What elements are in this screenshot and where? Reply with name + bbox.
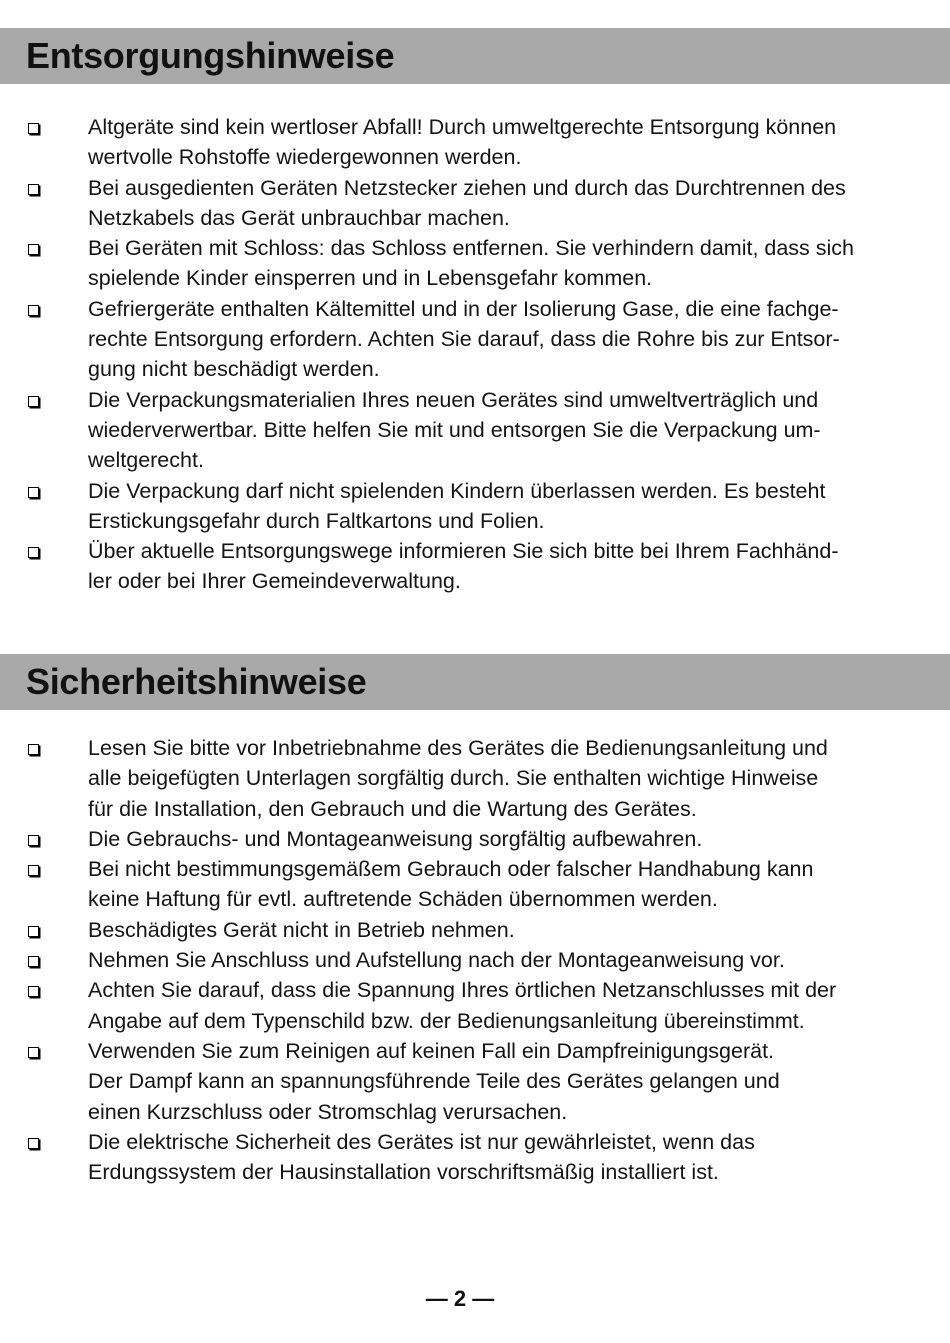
checkbox-bullet-icon: [28, 244, 39, 255]
list-item-text: Verwenden Sie zum Reinigen auf keinen Fall ein Dampfreinigungsgerät.: [88, 1038, 775, 1063]
checkbox-bullet-icon: [28, 926, 39, 937]
disposal-section-title: Entsorgungshinweise: [26, 35, 395, 76]
disposal-list: [0, 112, 950, 597]
checkbox-bullet-icon: [28, 123, 39, 134]
checkbox-bullet-icon: [28, 1138, 39, 1149]
list-item-text: wertvolle Rohstoffe wiedergewonnen werden.: [88, 145, 522, 170]
list-item: [0, 915, 950, 945]
list-item-text: einen Kurzschluss oder Stromschlag verursachen.: [88, 1099, 568, 1124]
list-item-text: rechte Entsorgung erfordern. Achten Sie darauf, dass die Rohre bis zur Entsor-: [88, 327, 840, 352]
list-item-text: Die Verpackung darf nicht spielenden Kindern überlassen werden. Es besteht: [88, 478, 826, 503]
list-item-text: Achten Sie darauf, dass die Spannung Ihres örtlichen Netzanschlusses mit der: [88, 978, 837, 1003]
list-item-text: weltgerecht.: [88, 448, 204, 473]
list-item-text: Nehmen Sie Anschluss und Aufstellung nach der Montageanweisung vor.: [88, 948, 785, 973]
list-item: [0, 476, 950, 537]
list-item-text: Bei Geräten mit Schloss: das Schloss entfernen. Sie verhindern damit, dass sich: [88, 236, 855, 261]
list-item: [0, 173, 950, 234]
list-item-text: Die Gebrauchs- und Montageanweisung sorgfältig aufbewahren.: [88, 826, 703, 851]
list-item-text: Bei ausgedienten Geräten Netzstecker ziehen und durch das Durchtrennen des: [88, 175, 846, 200]
safety-section-title: Sicherheitshinweise: [26, 661, 367, 702]
checkbox-bullet-icon: [28, 1047, 39, 1058]
checkbox-bullet-icon: [28, 305, 39, 316]
checkbox-bullet-icon: [28, 956, 39, 967]
list-item: [0, 112, 950, 173]
checkbox-bullet-icon: [28, 184, 39, 195]
checkbox-bullet-icon: [28, 487, 39, 498]
list-item-text: ler oder bei Ihrer Gemeindeverwaltung.: [88, 569, 461, 594]
list-item-text: Die elektrische Sicherheit des Gerätes ist nur gewährleistet, wenn das: [88, 1129, 755, 1154]
list-item-text: Der Dampf kann an spannungsführende Teile des Gerätes gelangen und: [88, 1069, 780, 1094]
list-item-text: Gefriergeräte enthalten Kältemittel und in der Isolierung Gase, die eine fachge-: [88, 296, 839, 321]
list-item-text: Netzkabels das Gerät unbrauchbar machen.: [88, 205, 510, 230]
list-item-text: spielende Kinder einsperren und in Lebensgefahr kommen.: [88, 266, 653, 291]
list-item-text: alle beigefügten Unterlagen sorgfältig durch. Sie enthalten wichtige Hinweise: [88, 766, 819, 791]
list-item-text: Erstickungsgefahr durch Faltkartons und Folien.: [88, 508, 545, 533]
list-item-text: gung nicht beschädigt werden.: [88, 357, 380, 382]
list-item-text: für die Installation, den Gebrauch und die Wartung des Gerätes.: [88, 796, 697, 821]
list-item-text: Lesen Sie bitte vor Inbetriebnahme des Gerätes die Bedienungsanleitung und: [88, 736, 828, 760]
safety-section-header: [0, 654, 950, 710]
list-item: [0, 233, 950, 294]
checkbox-bullet-icon: [28, 835, 39, 846]
list-item: [0, 1127, 950, 1188]
safety-list: [0, 733, 950, 1187]
list-item: [0, 294, 950, 385]
list-item: [0, 536, 950, 597]
list-item-text: keine Haftung für evtl. auftretende Schäden übernommen werden.: [88, 887, 718, 912]
list-item-text: Über aktuelle Entsorgungswege informieren Sie sich bitte bei Ihrem Fachhänd-: [88, 539, 839, 564]
list-item-text: Altgeräte sind kein wertloser Abfall! Durch umweltgerechte Entsorgung können: [88, 115, 837, 139]
list-item-text: Beschädigtes Gerät nicht in Betrieb nehmen.: [88, 917, 515, 942]
disposal-section-header: [0, 28, 950, 84]
page-number: — 2 —: [425, 1286, 495, 1311]
list-item: [0, 945, 950, 975]
list-item: [0, 733, 950, 824]
checkbox-bullet-icon: [28, 986, 39, 997]
list-item-text: Erdungssystem der Hausinstallation vorschriftsmäßig installiert ist.: [88, 1160, 719, 1185]
list-item: [0, 824, 950, 854]
list-item: [0, 854, 950, 915]
checkbox-bullet-icon: [28, 396, 39, 407]
list-item-text: Die Verpackungsmaterialien Ihres neuen Gerätes sind umweltverträglich und: [88, 387, 819, 412]
list-item-text: Bei nicht bestimmungsgemäßem Gebrauch oder falscher Handhabung kann: [88, 857, 814, 882]
list-item-text: wiederverwertbar. Bitte helfen Sie mit und entsorgen Sie die Verpackung um-: [88, 417, 821, 442]
list-item: [0, 385, 950, 476]
checkbox-bullet-icon: [28, 865, 39, 876]
list-item-text: Angabe auf dem Typenschild bzw. der Bedienungsanleitung übereinstimmt.: [88, 1008, 805, 1033]
checkbox-bullet-icon: [28, 744, 39, 755]
checkbox-bullet-icon: [28, 547, 39, 558]
list-item: [0, 1036, 950, 1127]
list-item: [0, 975, 950, 1036]
